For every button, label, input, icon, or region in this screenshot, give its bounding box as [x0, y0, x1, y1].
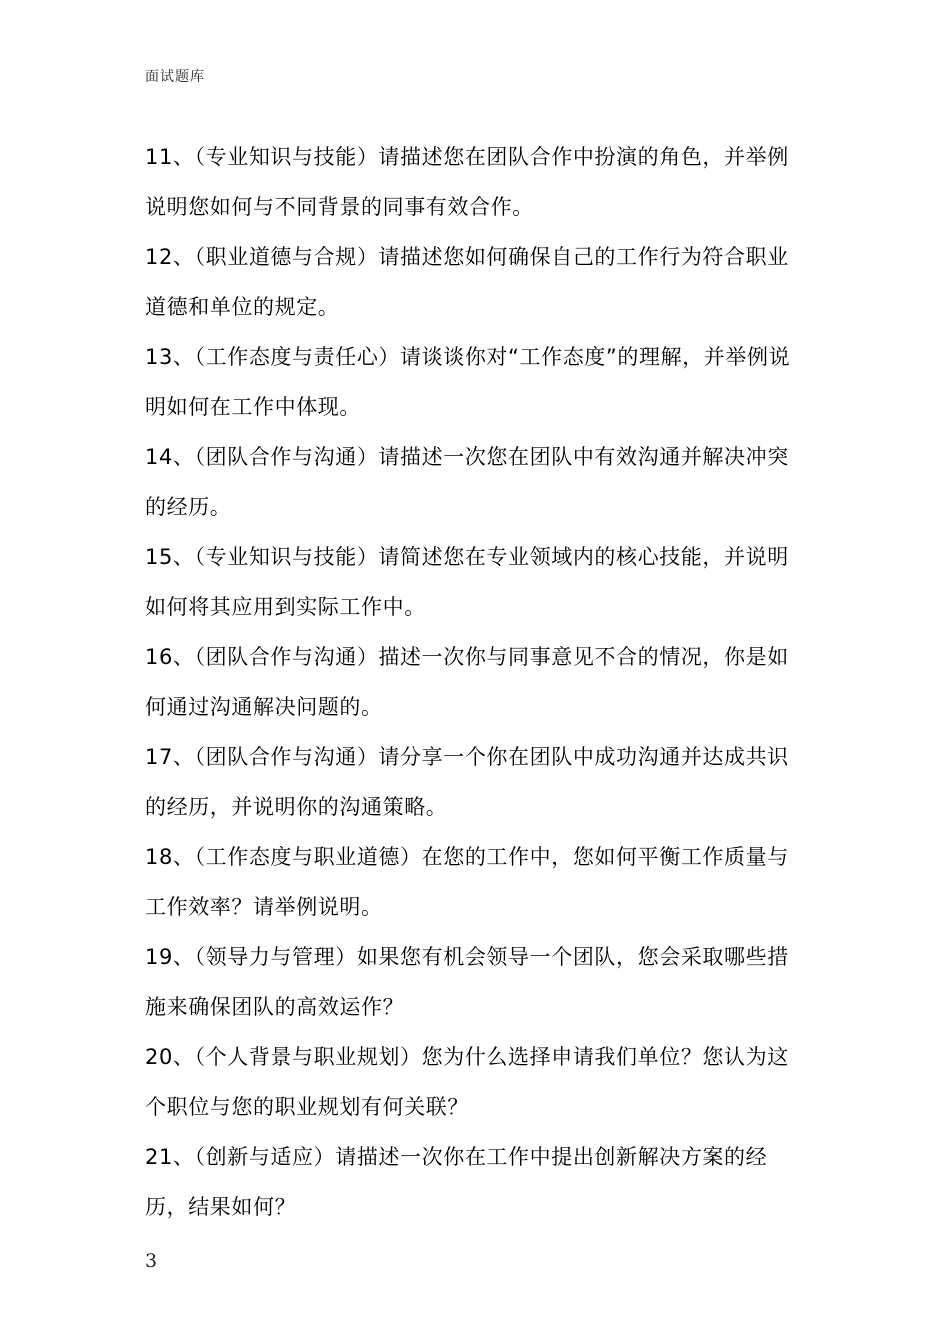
page-header-title: 面试题库	[145, 69, 205, 85]
question-item	[145, 1132, 810, 1232]
question-item	[145, 332, 810, 432]
question-item	[145, 732, 810, 832]
question-item	[145, 1032, 810, 1132]
question-text: （团队合作与沟通）描述一次你与同事意见不合的情况，你是如何通过沟通解决问题的。	[145, 645, 789, 719]
question-list	[145, 132, 810, 1232]
question-number: 16、	[145, 645, 195, 669]
question-item	[145, 532, 810, 632]
page-number: 3	[145, 1250, 158, 1272]
question-text: （团队合作与沟通）请描述一次您在团队中有效沟通并解决冲突的经历。	[145, 445, 789, 519]
question-number: 17、	[145, 745, 195, 769]
question-item	[145, 932, 810, 1032]
question-number: 20、	[145, 1045, 195, 1069]
question-number: 15、	[145, 545, 195, 569]
question-text: （个人背景与职业规划）您为什么选择申请我们单位？您认为这个职位与您的职业规划有何关联？	[145, 1045, 789, 1119]
question-text: （工作态度与责任心）请谈谈你对“工作态度”的理解，并举例说明如何在工作中体现。	[145, 345, 791, 419]
question-item	[145, 832, 810, 932]
question-number: 18、	[145, 845, 195, 869]
question-number: 21、	[145, 1145, 195, 1169]
question-text: （领导力与管理）如果您有机会领导一个团队，您会采取哪些措施来确保团队的高效运作？	[145, 945, 789, 1019]
question-item	[145, 632, 810, 732]
question-number: 14、	[145, 445, 195, 469]
question-text: （职业道德与合规）请描述您如何确保自己的工作行为符合职业道德和单位的规定。	[145, 245, 789, 319]
question-item	[145, 432, 810, 532]
question-text: （专业知识与技能）请描述您在团队合作中扮演的角色，并举例说明您如何与不同背景的同事有效合作。	[145, 145, 789, 219]
question-number: 11、	[145, 145, 195, 169]
question-text: （创新与适应）请描述一次你在工作中提出创新解决方案的经历，结果如何？	[145, 1145, 768, 1219]
question-text: （团队合作与沟通）请分享一个你在团队中成功沟通并达成共识的经历，并说明你的沟通策略。	[145, 745, 789, 819]
question-item	[145, 232, 810, 332]
question-number: 13、	[145, 345, 195, 369]
question-text: （专业知识与技能）请简述您在专业领域内的核心技能，并说明如何将其应用到实际工作中。	[145, 545, 789, 619]
question-number: 19、	[145, 945, 195, 969]
question-item	[145, 132, 810, 232]
question-text: （工作态度与职业道德）在您的工作中，您如何平衡工作质量与工作效率？请举例说明。	[145, 845, 789, 919]
question-number: 12、	[145, 245, 195, 269]
